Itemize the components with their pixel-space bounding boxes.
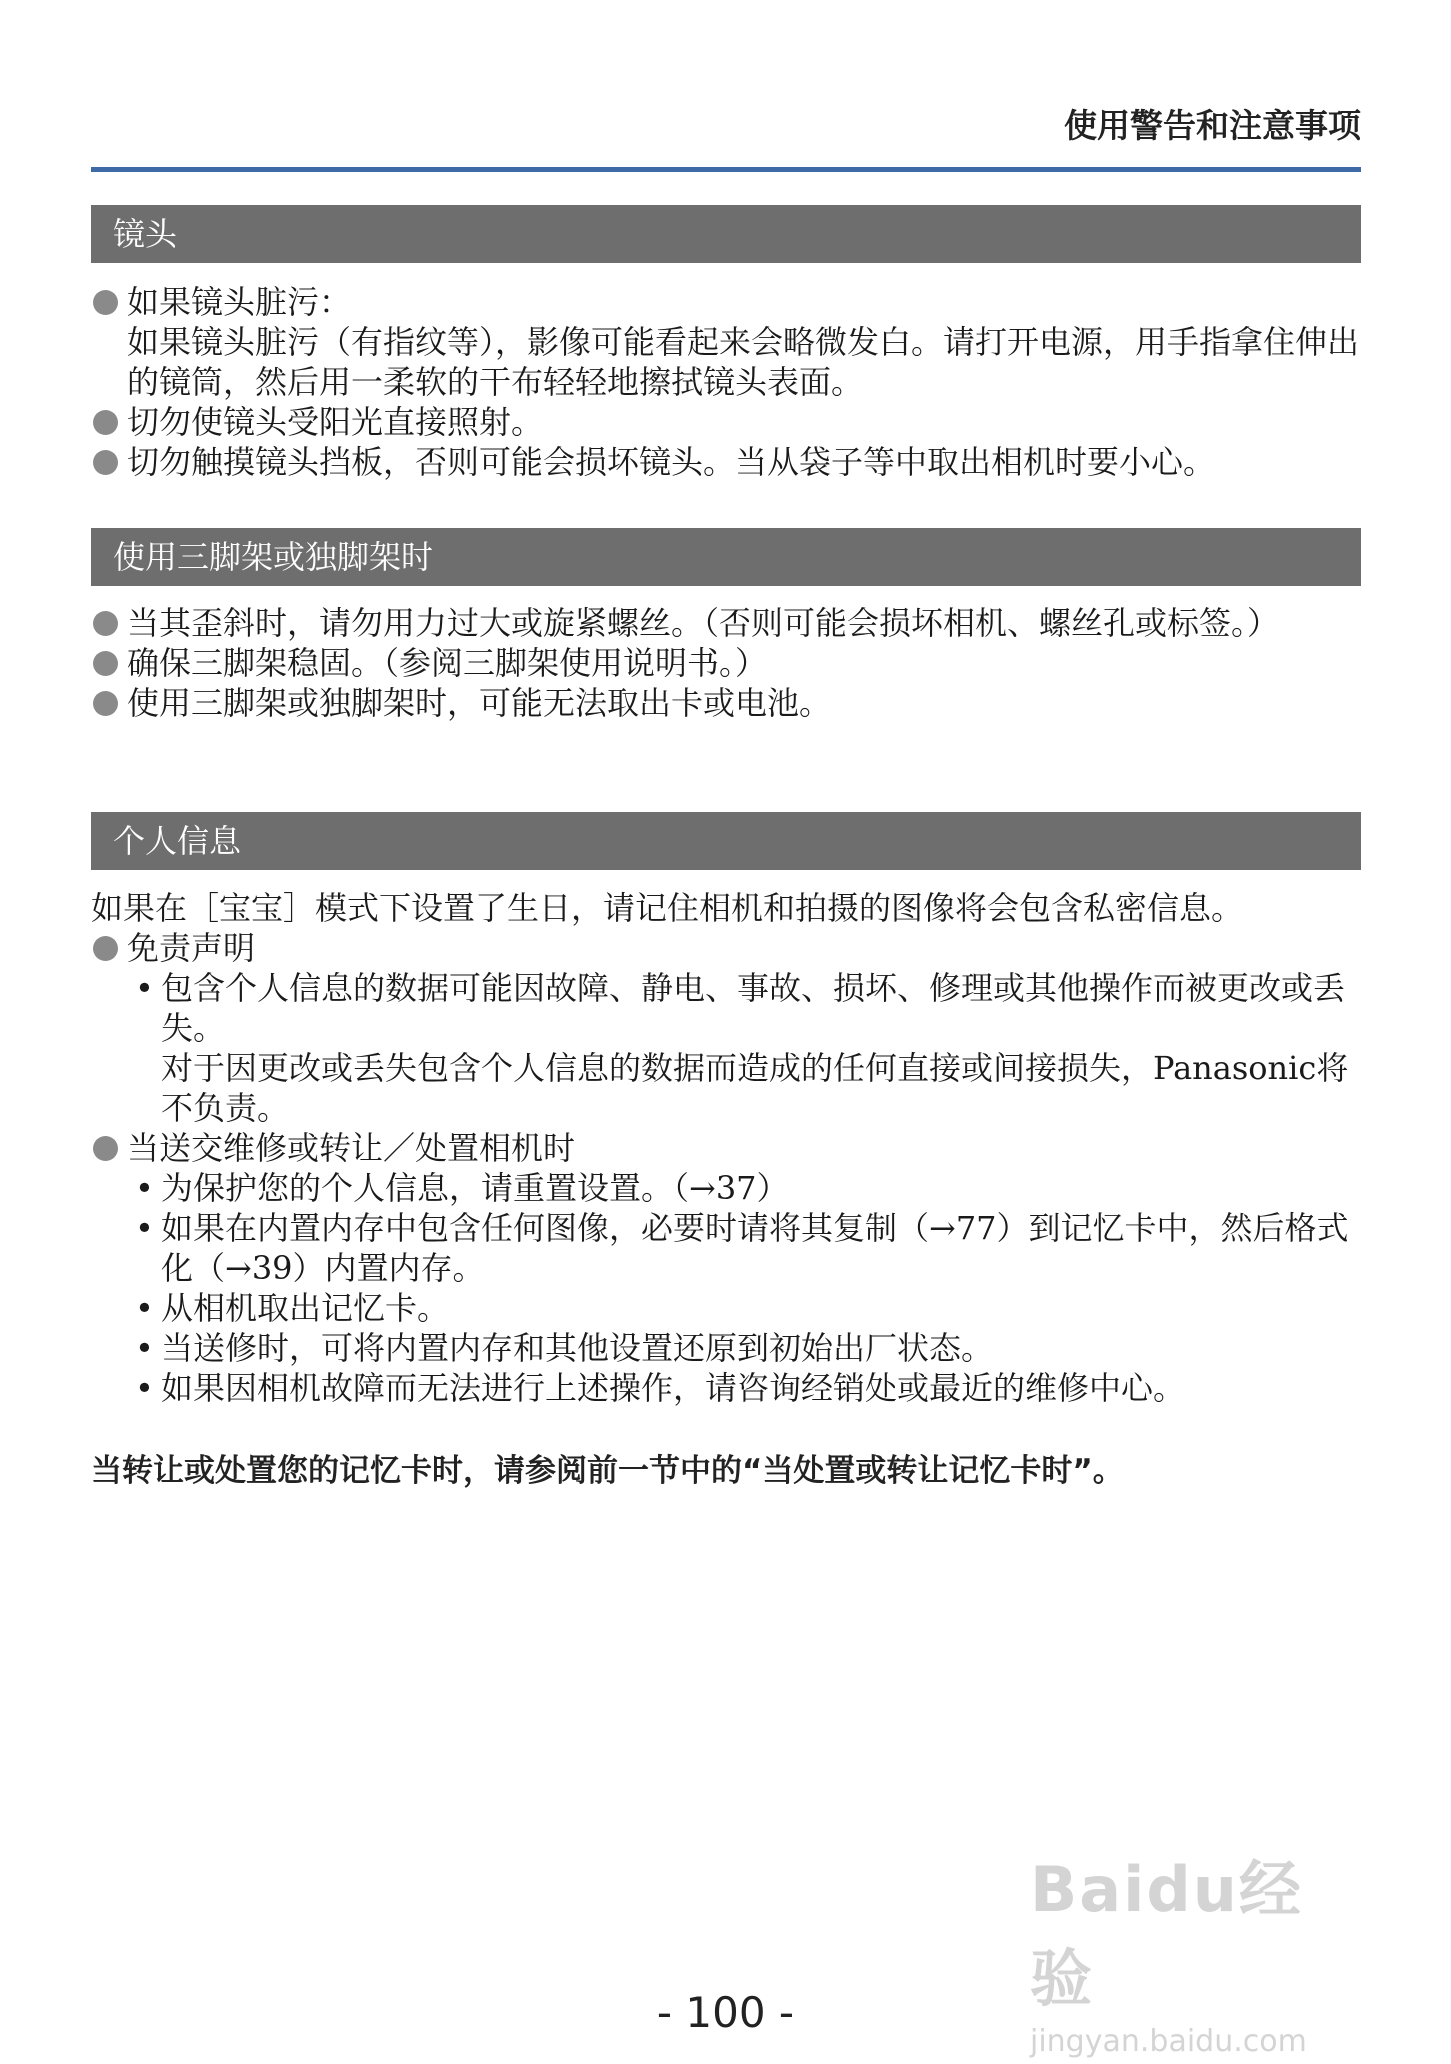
- list-item: [91, 1128, 1361, 1168]
- section-header-tripod: 使用三脚架或独脚架时: [91, 528, 1361, 586]
- list-item-text: 免责声明: [127, 929, 256, 967]
- sub-item-text: 对于因更改或丢失包含个人信息的数据而造成的任何直接或间接损失，Panasonic将不负责。: [161, 1049, 1349, 1127]
- watermark-url: jingyan.baidu.com: [1030, 2024, 1307, 2059]
- sub-item: [91, 1168, 1361, 1208]
- footer-note: 当转让或处置您的记忆卡时，请参阅前一节中的“当处置或转让记忆卡时”。: [91, 1453, 1124, 1489]
- list-item: [91, 402, 1361, 442]
- section-header-personal-info: 个人信息: [91, 812, 1361, 870]
- sub-bullet-icon: •: [135, 1329, 154, 1367]
- sub-item: [91, 1208, 1361, 1288]
- header-rule: [91, 167, 1361, 172]
- sub-item: [91, 968, 1361, 1128]
- bullet-icon: [93, 936, 118, 961]
- list-item-continuation: 如果镜头脏污（有指纹等），影像可能看起来会略微发白。请打开电源，用手指拿住伸出的镜筒，然后用一柔软的干布轻轻地擦拭镜头表面。: [127, 323, 1360, 401]
- bullet-icon: [93, 410, 118, 435]
- bullet-icon: [93, 290, 118, 315]
- list-item-text: 切勿触摸镜头挡板，否则可能会损坏镜头。当从袋子等中取出相机时要小心。: [127, 443, 1216, 481]
- sub-bullet-icon: •: [135, 969, 154, 1007]
- list-item: [91, 442, 1361, 482]
- baidu-jingyan-logo: Baidu经验: [1030, 1853, 1303, 2015]
- section-header-lens: 镜头: [91, 205, 1361, 263]
- sub-item-text: 包含个人信息的数据可能因故障、静电、事故、损坏、修理或其他操作而被更改或丢失。: [161, 969, 1346, 1047]
- list-item: [91, 928, 1361, 968]
- list-item: [91, 603, 1361, 643]
- sub-item-text: 从相机取出记忆卡。: [161, 1289, 450, 1327]
- sub-bullet-icon: •: [135, 1369, 154, 1407]
- personal-info-section-body: [91, 888, 1361, 1408]
- sub-item-text: 为保护您的个人信息，请重置设置。（→37）: [161, 1169, 789, 1207]
- sub-bullet-icon: •: [135, 1209, 154, 1247]
- list-item-text: 当其歪斜时，请勿用力过大或旋紧螺丝。（否则可能会损坏相机、螺丝孔或标签。）: [127, 604, 1280, 642]
- sub-item-text: 如果因相机故障而无法进行上述操作，请咨询经销处或最近的维修中心。: [161, 1369, 1186, 1407]
- sub-item-text: 如果在内置内存中包含任何图像，必要时请将其复制（→77）到记忆卡中，然后格式化（→39）内置内存。: [161, 1209, 1349, 1287]
- tripod-section-body: [91, 603, 1361, 723]
- bullet-icon: [93, 651, 118, 676]
- sub-item: [91, 1288, 1361, 1328]
- sub-item: [91, 1328, 1361, 1368]
- section-intro: 如果在［宝宝］模式下设置了生日，请记住相机和拍摄的图像将会包含私密信息。: [91, 889, 1244, 927]
- list-item: [91, 683, 1361, 723]
- sub-item-text: 当送修时，可将内置内存和其他设置还原到初始出厂状态。: [161, 1329, 994, 1367]
- page-header-title: 使用警告和注意事项: [1064, 106, 1361, 145]
- bullet-icon: [93, 450, 118, 475]
- list-item-text: 切勿使镜头受阳光直接照射。: [127, 403, 544, 441]
- list-item: [91, 282, 1361, 402]
- sub-bullet-icon: •: [135, 1169, 154, 1207]
- list-item: [91, 643, 1361, 683]
- sub-bullet-icon: •: [135, 1289, 154, 1327]
- bullet-icon: [93, 1136, 118, 1161]
- bullet-icon: [93, 691, 118, 716]
- list-item-text: 如果镜头脏污：: [127, 283, 352, 321]
- page-number: - 100 -: [656, 1988, 795, 2037]
- list-item-text: 使用三脚架或独脚架时，可能无法取出卡或电池。: [127, 684, 832, 722]
- bullet-icon: [93, 611, 118, 636]
- lens-section-body: [91, 282, 1361, 482]
- list-item-text: 当送交维修或转让／处置相机时: [127, 1129, 576, 1167]
- watermark: [1030, 1840, 1360, 2059]
- list-item-text: 确保三脚架稳固。（参阅三脚架使用说明书。）: [127, 644, 768, 682]
- sub-item: [91, 1368, 1361, 1408]
